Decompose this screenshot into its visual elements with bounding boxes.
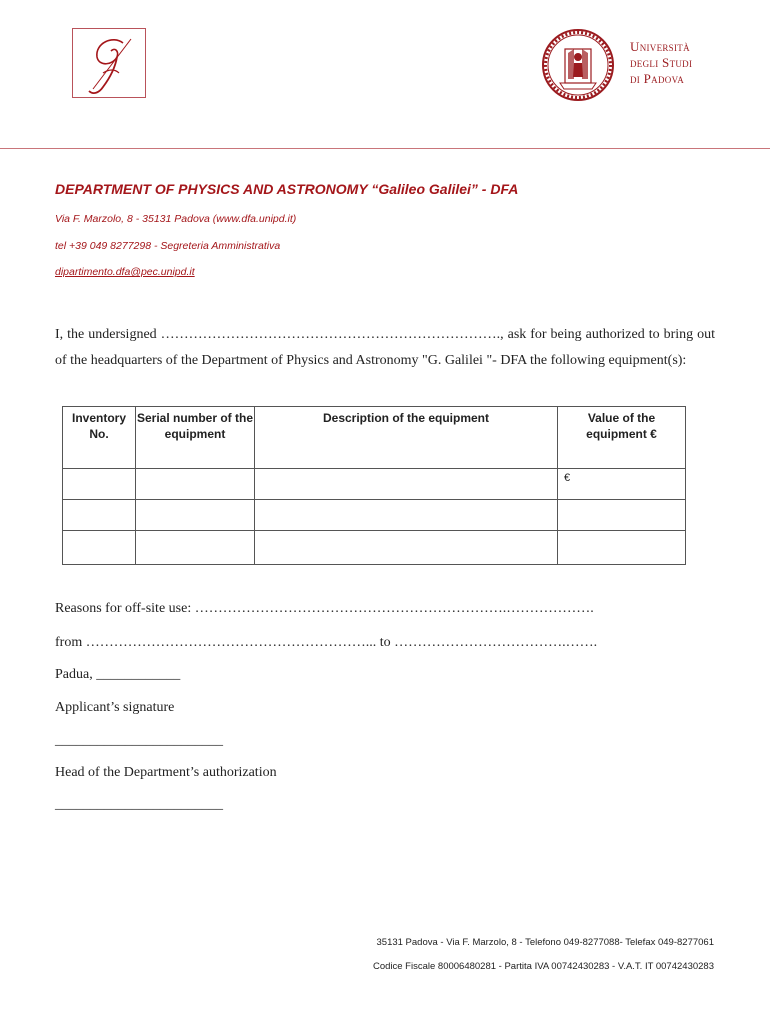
column-header-description: Description of the equipment [255,407,558,469]
place-date-field[interactable]: Padua, ____________ [55,667,181,682]
inventory-cell[interactable] [63,500,136,531]
table-row [63,500,686,531]
inventory-cell[interactable] [63,469,136,500]
serial-cell[interactable] [136,531,255,565]
description-cell[interactable] [255,500,558,531]
date-range-field[interactable]: from ……………………………………………………... to ……………………………….……. [55,635,598,650]
department-email-link[interactable]: dipartimento.dfa@pec.unipd.it [55,266,195,278]
table-row [63,531,686,565]
value-cell[interactable] [558,500,686,531]
applicant-signature-label: Applicant’s signature [55,700,175,715]
university-name-line-1: Università [630,39,690,54]
reasons-field[interactable]: Reasons for off-site use: ………………………………………………………….………………. [55,601,594,616]
description-cell[interactable] [255,531,558,565]
footer-address: 35131 Padova - Via F. Marzolo, 8 - Telefono 049-8277088- Telefax 049-8277061 [376,937,714,948]
department-phone: tel +39 049 8277298 - Segreteria Amministrativa [55,240,281,252]
university-name [630,39,692,87]
table-row [63,469,686,500]
description-cell[interactable] [255,469,558,500]
table-header-row [63,407,686,469]
dept-logo [72,28,146,98]
department-title: DEPARTMENT OF PHYSICS AND ASTRONOMY “Galileo Galilei” - DFA [55,181,519,197]
value-cell[interactable] [558,531,686,565]
head-signature-line[interactable]: ________________________ [55,797,223,812]
department-address: Via F. Marzolo, 8 - 35131 Padova (www.dfa.unipd.it) [55,213,297,225]
footer-tax-info: Codice Fiscale 80006480281 - Partita IVA 00742430283 - V.A.T. IT 00742430283 [372,961,714,972]
serial-cell[interactable] [136,469,255,500]
header-divider [0,148,770,149]
value-cell[interactable]: € [558,469,686,500]
request-paragraph: I, the undersigned ………………………………………………………………., ask for being authorized to bring out of the headquarters of the Department of Physics and Astronomy "G. Galilei "- DFA the following equipment(s): [55,327,715,368]
serial-cell[interactable] [136,500,255,531]
equipment-table [62,406,686,565]
head-authorization-label: Head of the Department’s authorization [55,765,277,780]
column-header-value: Value of the equipment € [558,407,686,469]
column-header-inventory: Inventory No. [63,407,136,469]
university-logo [540,27,720,103]
university-seal-icon [540,27,616,103]
university-name-line-3: di Padova [630,71,685,86]
university-name-line-2: degli Studi [630,55,693,70]
applicant-signature-line[interactable]: ________________________ [55,733,223,748]
inventory-cell[interactable] [63,531,136,565]
column-header-serial: Serial number of the equipment [136,407,255,469]
dept-logo-icon [73,29,147,99]
